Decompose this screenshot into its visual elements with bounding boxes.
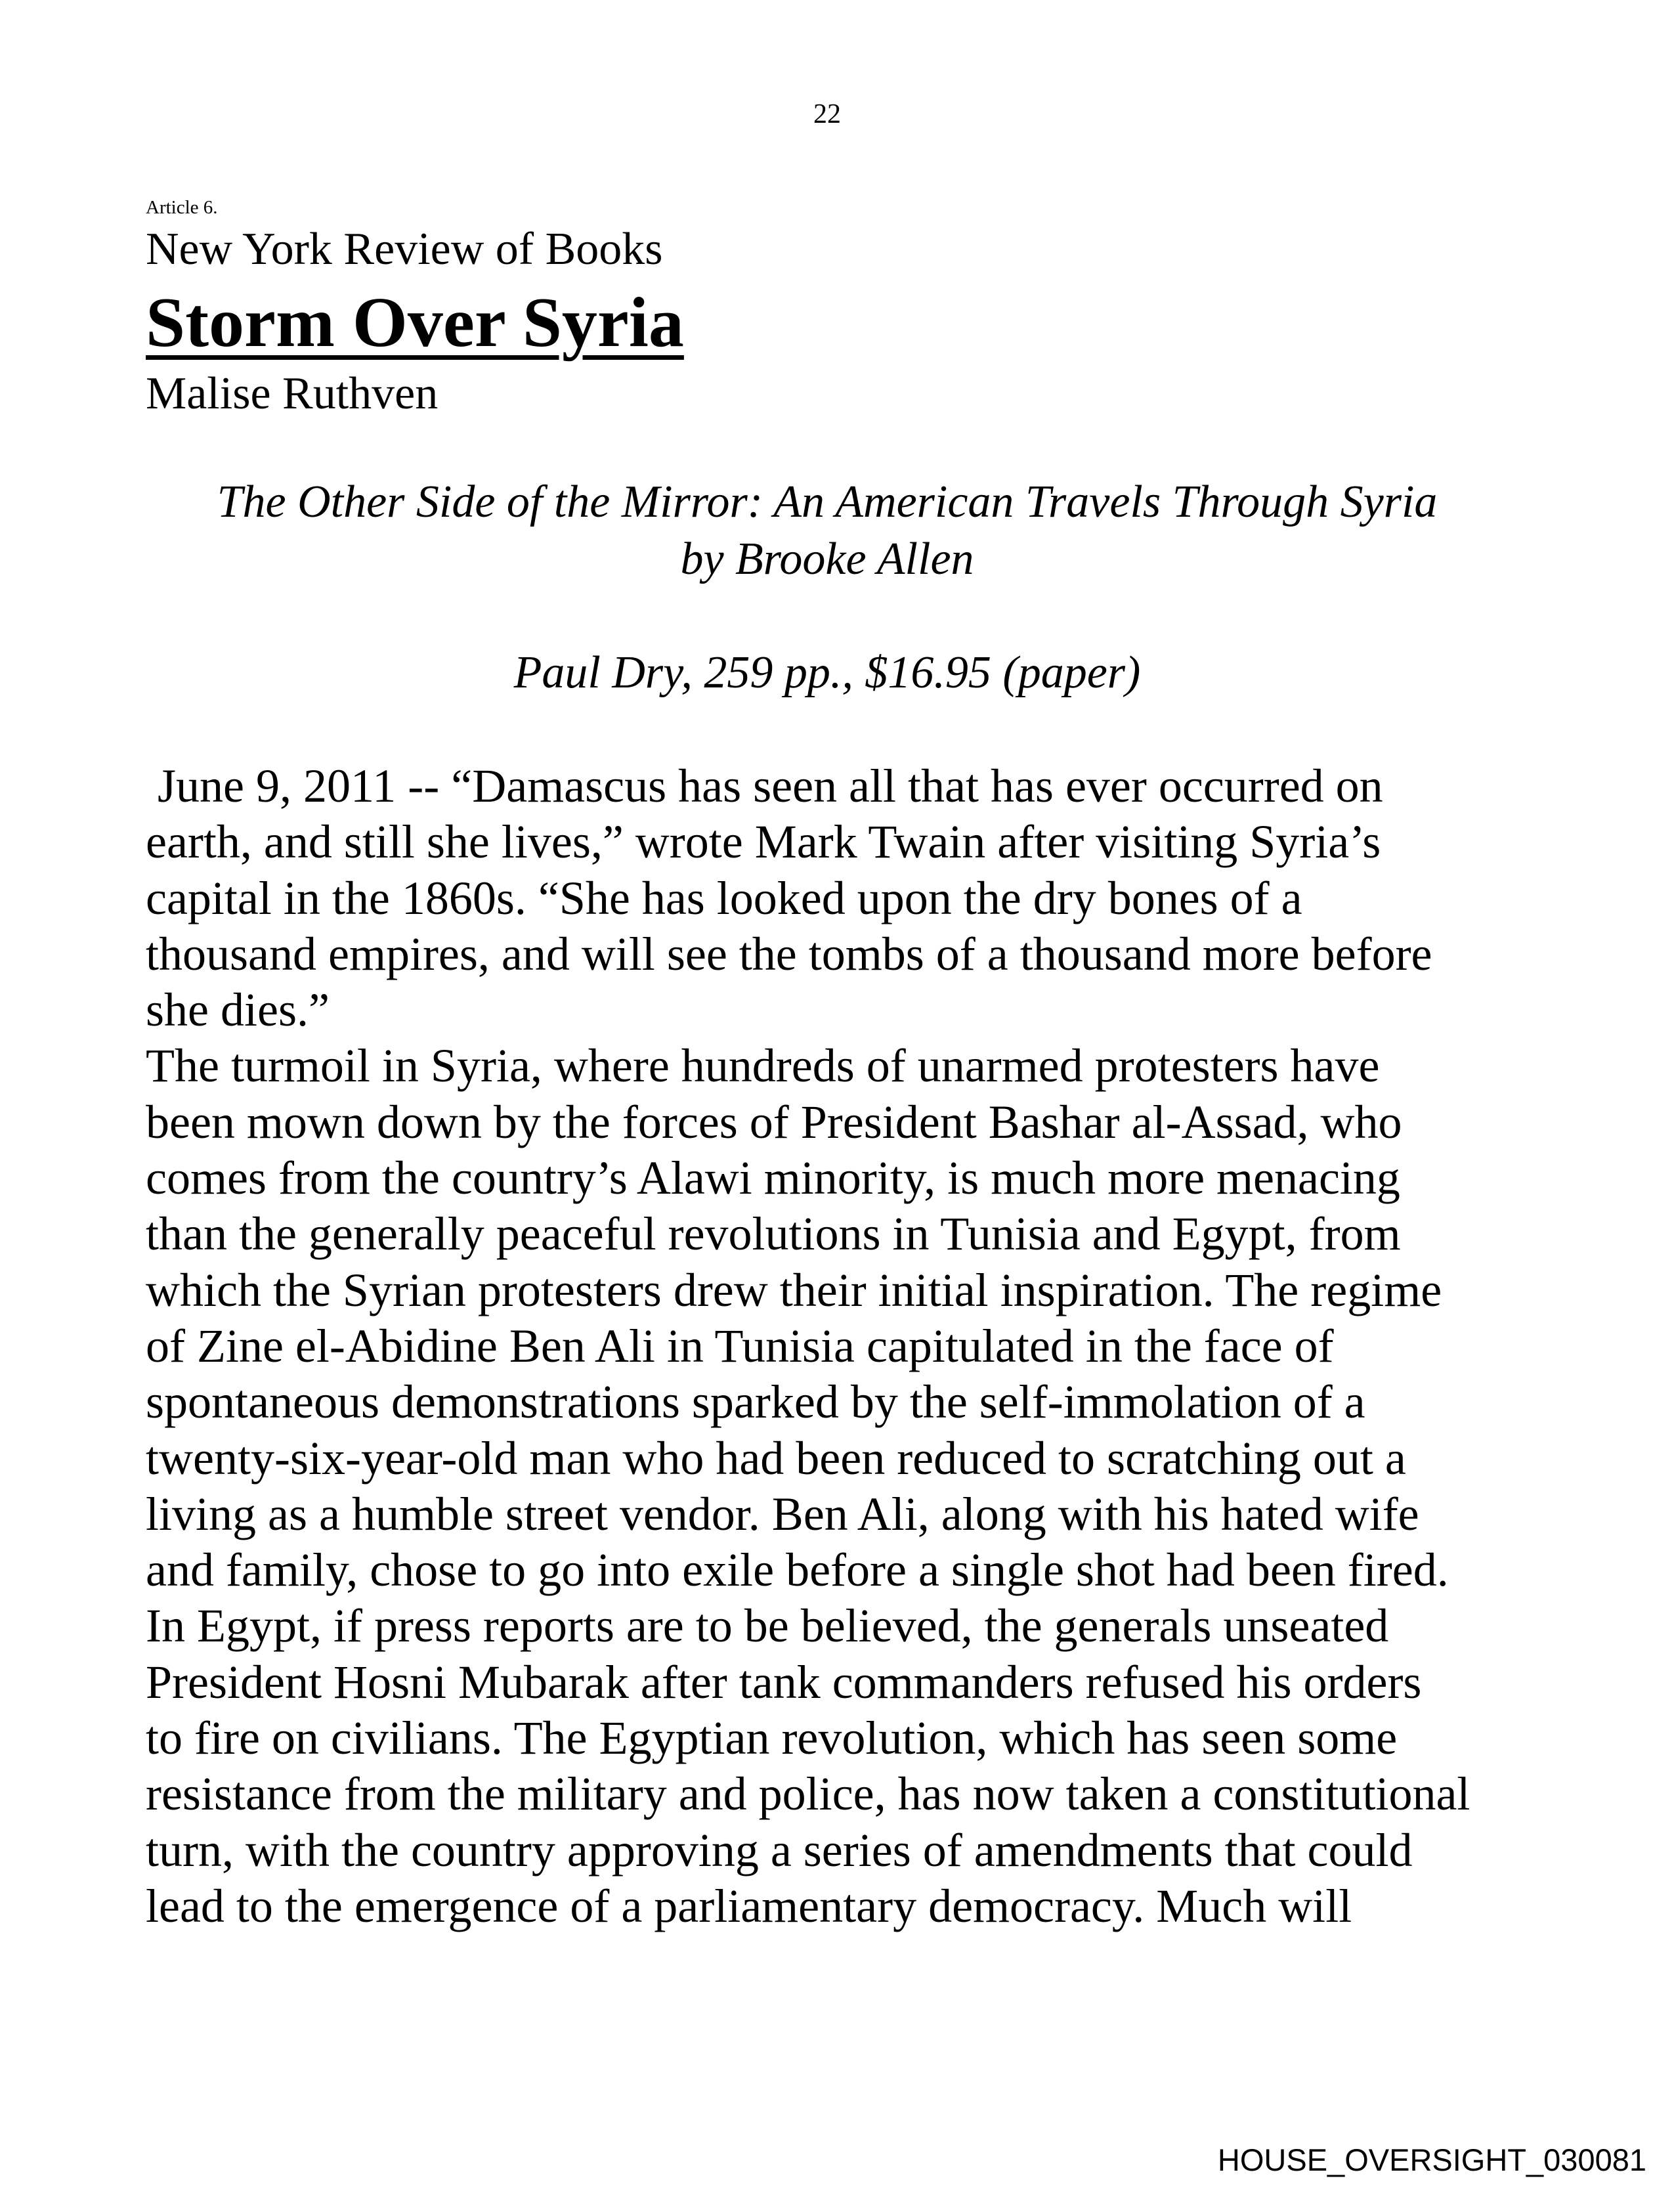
book-publisher-info: Paul Dry, 259 pp., $16.95 (paper) [513, 647, 1141, 698]
body-line: turn, with the country approving a series of amendments that could [146, 1823, 1413, 1876]
body-line: spontaneous demonstrations sparked by the self-immolation of a [146, 1376, 1365, 1429]
body-line: earth, and still she lives,” wrote Mark Twain after visiting Syria’s [146, 815, 1381, 869]
body-line: June 9, 2011 -- “Damascus has seen all that has ever occurred on [146, 760, 1383, 812]
body-line: of Zine el-Abidine Ben Ali in Tunisia capitulated in the face of [146, 1319, 1334, 1372]
body-line: she dies.” [146, 984, 330, 1037]
author: Malise Ruthven [146, 368, 439, 419]
body-line: resistance from the military and police, has now taken a constitutional [146, 1767, 1470, 1821]
body-line: twenty-six-year-old man who had been reduced to scratching out a [146, 1431, 1406, 1485]
body-line: lead to the emergence of a parliamentary democracy. Much will [146, 1879, 1352, 1932]
publication-name: New York Review of Books [146, 224, 663, 274]
page-number: 22 [813, 99, 841, 129]
article-label: Article 6. [146, 197, 218, 218]
body-line: President Hosni Mubarak after tank commanders refused his orders [146, 1655, 1422, 1708]
body-line: than the generally peaceful revolutions in Tunisia and Egypt, from [146, 1207, 1401, 1261]
body-line: The turmoil in Syria, where hundreds of unarmed protesters have [146, 1039, 1380, 1093]
article-title: Storm Over Syria [146, 284, 684, 362]
body-line: and family, chose to go into exile before a single shot had been fired. [146, 1544, 1449, 1597]
body-line: In Egypt, if press reports are to be believed, the generals unseated [146, 1599, 1389, 1653]
body-line: capital in the 1860s. “She has looked upon the dry bones of a [146, 871, 1302, 924]
body-line: which the Syrian protesters drew their initial inspiration. The regime [146, 1263, 1442, 1316]
body-line: to fire on civilians. The Egyptian revolution, which has seen some [146, 1712, 1398, 1765]
body-line: living as a humble street vendor. Ben Ali, along with his hated wife [146, 1487, 1419, 1540]
book-title: The Other Side of the Mirror: An American Travels Through Syria [217, 477, 1438, 527]
body-line: been mown down by the forces of President Bashar al-Assad, who [146, 1095, 1402, 1148]
body-line: comes from the country’s Alawi minority, is much more menacing [146, 1152, 1400, 1205]
book-author: by Brooke Allen [680, 534, 974, 584]
body-line: thousand empires, and will see the tombs of a thousand more before [146, 927, 1432, 980]
article-body [146, 758, 1470, 1934]
footer-bates-number: HOUSE_OVERSIGHT_030081 [1217, 2142, 1646, 2177]
